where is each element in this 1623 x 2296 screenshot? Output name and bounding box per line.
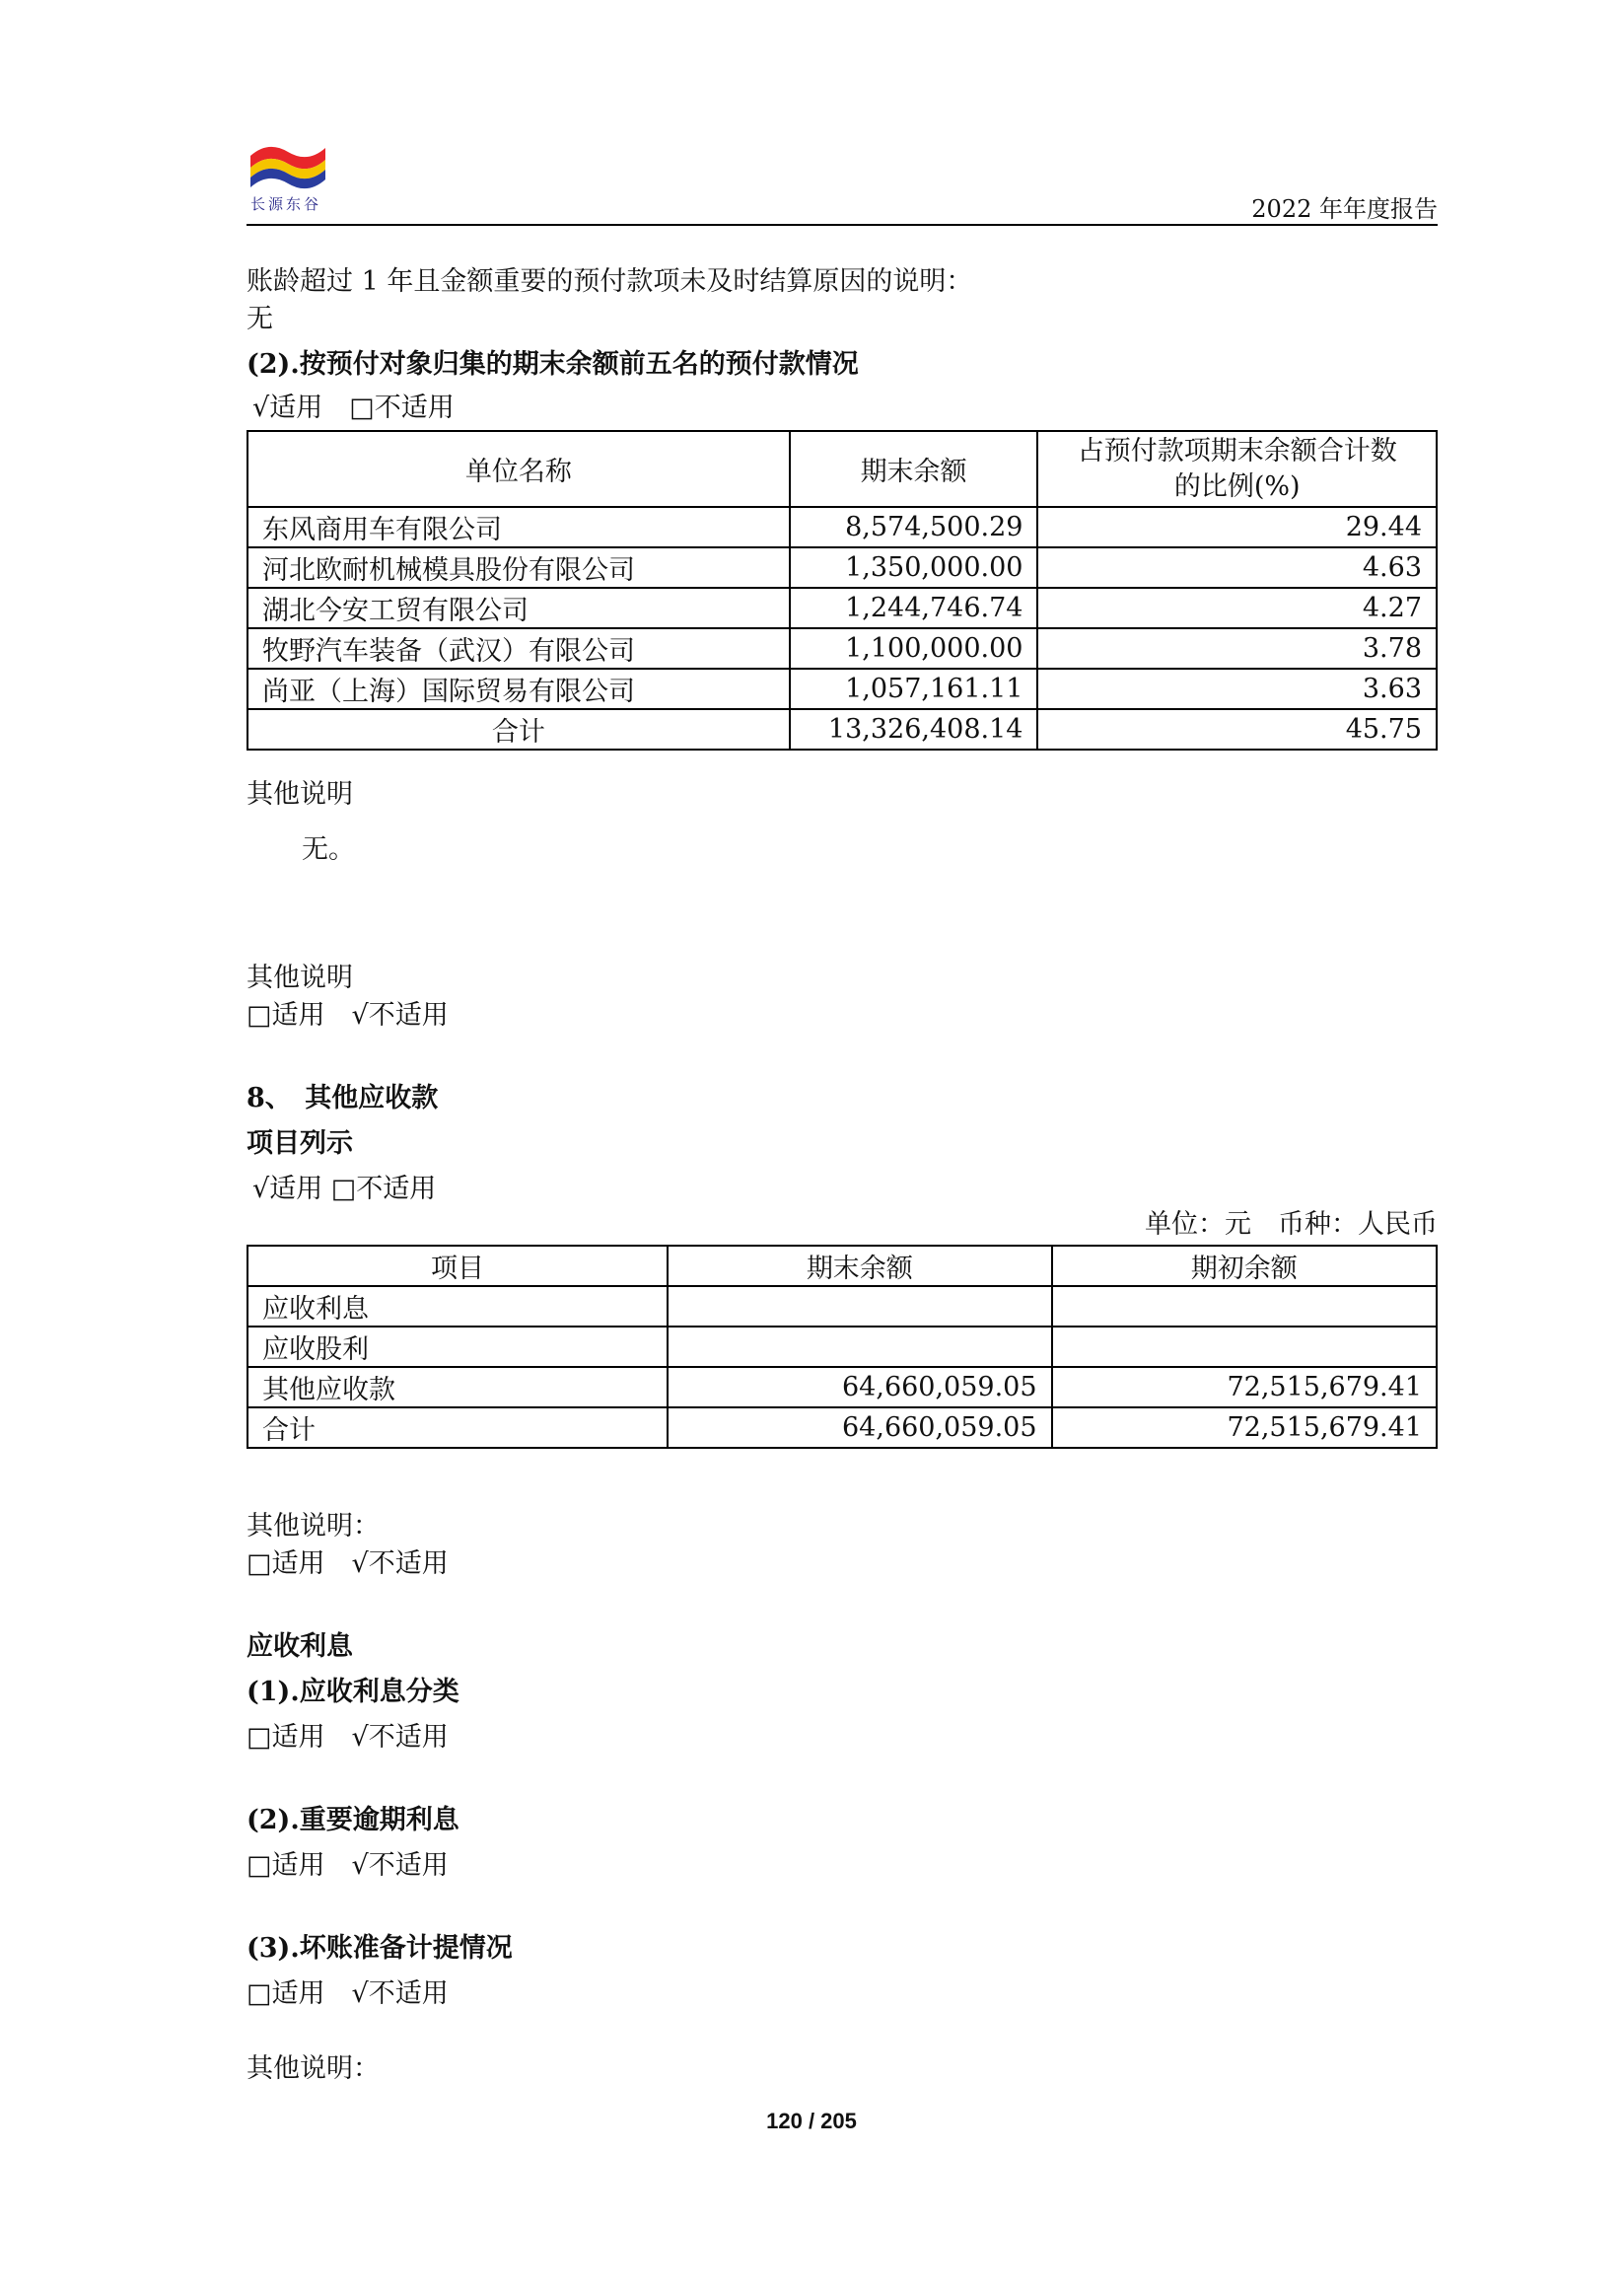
overdue-note: 账龄超过 1 年且金额重要的预付款项未及时结算原因的说明： (247, 266, 973, 297)
company-logo (247, 130, 329, 191)
overdue-answer: 无 (247, 304, 273, 334)
table-row: 湖北今安工贸有限公司 1,244,746.74 4.27 (247, 588, 1437, 628)
col-header: 项目 (247, 1246, 668, 1286)
logo-caption: 长源东谷 (250, 195, 322, 213)
unit-note: 单位：元 币种：人民币 (1145, 1209, 1438, 1240)
other-receivables-table (247, 1245, 1438, 1449)
interest-sub1-heading: (1).应收利息分类 (247, 1677, 459, 1707)
top5-other-label: 其他说明 (247, 779, 353, 810)
table-row: 其他应收款 64,660,059.05 72,515,679.41 (247, 1367, 1437, 1407)
other-receivables-other-label: 其他说明： (247, 1511, 380, 1542)
other-notes-applicability: □适用 √不适用 (247, 1000, 449, 1031)
item-list-subheading: 项目列示 (247, 1128, 353, 1159)
page-number: 120 / 205 (766, 2109, 857, 2133)
top5-table (247, 430, 1438, 751)
col-header: 占预付款项期末余额合计数 的比例(%) (1037, 431, 1437, 507)
table-row: 应收股利 (247, 1327, 1437, 1367)
interest-heading: 应收利息 (247, 1631, 353, 1662)
other-receivables-other-applicability: □适用 √不适用 (247, 1548, 449, 1579)
report-title: 2022 年年度报告 (1251, 195, 1438, 223)
col-header: 期末余额 (790, 431, 1038, 507)
interest-other-label: 其他说明： (247, 2053, 380, 2084)
other-notes-label: 其他说明 (247, 963, 353, 993)
other-receivables-applicability: √适用 □不适用 (252, 1174, 437, 1204)
interest-sub2-heading: (2).重要逾期利息 (247, 1805, 459, 1835)
total-row: 合计 13,326,408.14 45.75 (247, 709, 1437, 750)
top5-heading: (2).按预付对象归集的期末余额前五名的预付款情况 (247, 349, 859, 380)
table-row: 应收利息 (247, 1286, 1437, 1327)
interest-sub3-applicability: □适用 √不适用 (247, 1978, 449, 2009)
top5-applicability: √适用 □不适用 (252, 393, 455, 423)
other-receivables-heading: 8、 其他应收款 (247, 1083, 439, 1113)
interest-sub1-applicability: □适用 √不适用 (247, 1722, 449, 1753)
table-row: 河北欧耐机械模具股份有限公司 1,350,000.00 4.63 (247, 547, 1437, 588)
header-rule (247, 224, 1438, 226)
col-header: 期末余额 (668, 1246, 1051, 1286)
col-header: 期初余额 (1052, 1246, 1437, 1286)
table-row: 东风商用车有限公司 8,574,500.29 29.44 (247, 507, 1437, 547)
interest-sub3-heading: (3).坏账准备计提情况 (247, 1933, 513, 1964)
interest-sub2-applicability: □适用 √不适用 (247, 1850, 449, 1881)
table-row: 牧野汽车装备（武汉）有限公司 1,100,000.00 3.78 (247, 628, 1437, 669)
total-row: 合计 64,660,059.05 72,515,679.41 (247, 1407, 1437, 1448)
top5-other-answer: 无。 (302, 834, 355, 865)
table-row: 尚亚（上海）国际贸易有限公司 1,057,161.11 3.63 (247, 669, 1437, 709)
col-header: 单位名称 (247, 431, 790, 507)
